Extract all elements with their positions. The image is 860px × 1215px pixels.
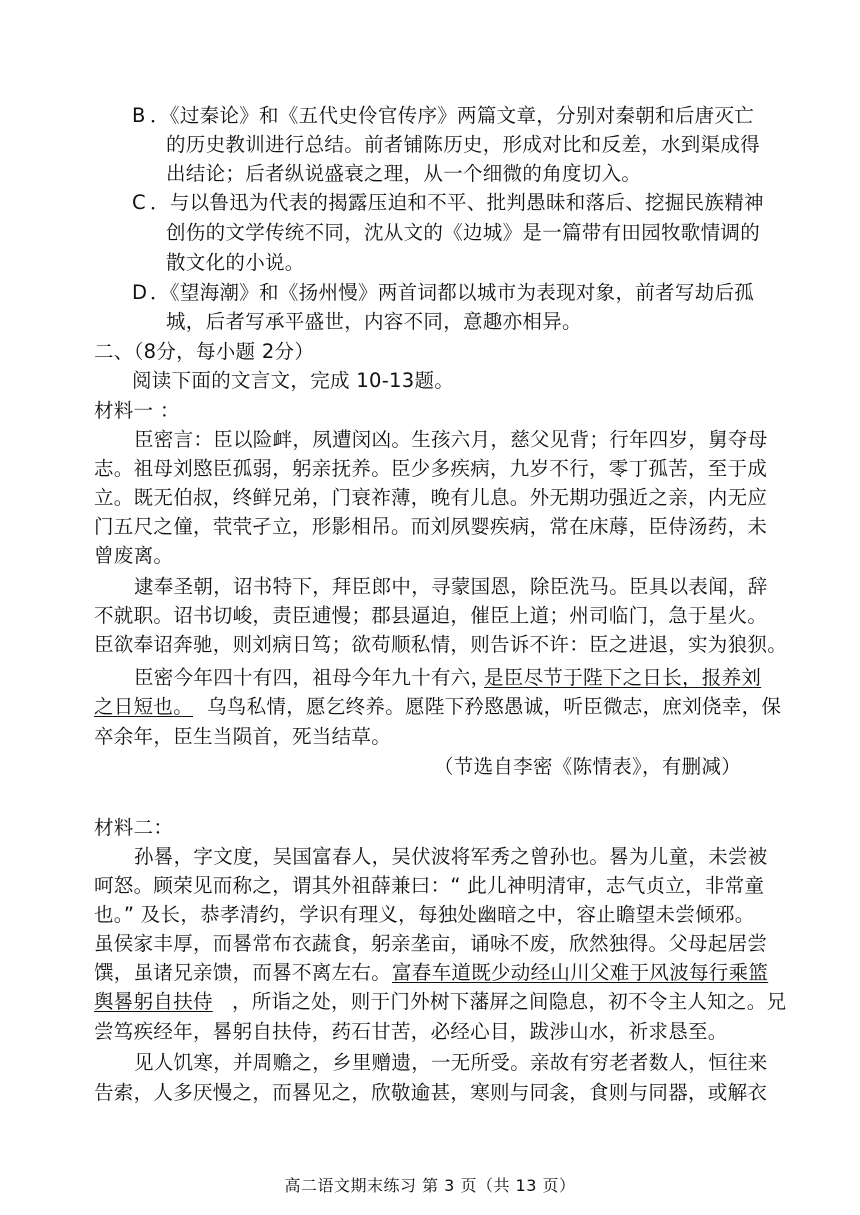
material1-line: 臣密言：臣以险衅，夙遭闵凶。生孩六月，慈父见背；行年四岁，舅夺母: [134, 428, 768, 451]
page-footer: 高二语文期末练习 第 3 页（共 13 页）: [284, 1176, 576, 1195]
material2-line: 告索，人多厌慢之，而晷见之，欣敬逾甚，寒则与同衾，食则与同器，或解衣: [94, 1081, 768, 1104]
section-heading: 二、（8分，每小题 2分）: [94, 340, 315, 363]
material1-label: 材料一 ：: [94, 399, 180, 422]
section-instruction: 阅读下面的文言文，完成 10-13题。: [132, 369, 455, 392]
material1-line: 不就职。诏书切峻，责臣逋慢；郡县逼迫，催臣上道；州司临门，急于星火。: [94, 604, 768, 627]
material1-source: （节选自李密《陈情表》，有删减）: [434, 755, 742, 778]
option-c-line: 散文化的小说。: [166, 251, 305, 274]
material1-underlined-sentence: 之日短也。: [94, 695, 194, 718]
material1-line: 曾废离。: [94, 544, 174, 567]
material1-line: 乌鸟私情，愿乞终养。愿陛下矜愍愚诚，听臣微志，庶刘侥幸，保: [207, 695, 782, 718]
material2-underlined-sentence: 富春车道既少动经山川父难于风波每行乘篮: [392, 961, 769, 984]
material2-line: 孙晷，字文度，吴国富春人，吴伏波将军秀之曾孙也。晷为儿童，未尝被: [134, 845, 768, 868]
material1-line: 立。既无伯叔，终鲜兄弟，门衰祚薄，晚有儿息。外无期功强近之亲，内无应: [94, 486, 768, 509]
option-b-line: ．《过秦论》和《五代史伶官传序》两篇文章，分别对秦朝和后唐灭亡: [150, 104, 755, 127]
option-b-letter: B: [132, 104, 146, 127]
material1-line: 卒余年，臣生当陨首，死当结草。: [94, 725, 392, 748]
material2-line: 馔，虽诸兄亲馈，而晷不离左右。: [94, 961, 392, 984]
material2-line: 呵怒。顾荣见而称之，谓其外祖薛兼曰：“ 此儿神明清审，志气贞立，非常童: [94, 874, 765, 897]
material2-line: 虽侯家丰厚，而晷常布衣蔬食，躬亲垄亩，诵咏不废，欣然独得。父母起居尝: [94, 932, 768, 955]
material2-label: 材料二：: [94, 816, 174, 839]
material2-line: ，所诣之处，则于门外树下藩屏之间隐息，初不令主人知之。兄: [232, 990, 787, 1013]
material1-line: 臣欲奉诏奔驰，则刘病日笃；欲苟顺私情，则告诉不许：臣之进退，实为狼狈。: [94, 633, 788, 656]
material2-line: 见人饥寒，并周赡之，乡里赠遗，一无所受。亲故有穷老者数人，恒往来: [134, 1051, 768, 1074]
option-b-line: 出结论；后者纵说盛衰之理，从一个细微的角度切入。: [166, 162, 642, 185]
material1-underlined-sentence: 是臣尽节于陛下之日长，报养刘: [484, 666, 762, 689]
option-c-letter: C: [132, 191, 146, 214]
material2-underlined-sentence: 舆晷躬自扶侍: [94, 990, 213, 1013]
material1-line: 门五尺之僮，茕茕孑立，形影相吊。而刘夙婴疾病，常在床蓐，臣侍汤药，未: [94, 515, 768, 538]
material2-line: 尝笃疾经年，晷躬自扶侍，药石甘苦，必经心目，跋涉山水，祈求恳至。: [94, 1020, 728, 1043]
material1-line: 逮奉圣朝，诏书特下，拜臣郎中，寻蒙国恩，除臣洗马。臣具以表闻，辞: [134, 575, 768, 598]
option-d-line: 城，后者写承平盛世，内容不同，意趣亦相异。: [166, 310, 582, 333]
option-c-line: ．与以鲁迅为代表的揭露压迫和不平、批判愚昧和落后、挖掘民族精神: [150, 191, 764, 214]
option-d-line: ．《望海潮》和《扬州慢》两首词都以城市为表现对象，前者写劫后孤: [150, 281, 755, 304]
option-d-letter: D: [132, 281, 148, 304]
material1-line: 志。祖母刘愍臣孤弱，躬亲抚养。臣少多疾病，九岁不行，零丁孤苦，至于成: [94, 457, 768, 480]
material1-line: 臣密今年四十有四，祖母今年九十有六，: [134, 666, 491, 689]
material2-line: 也。” 及长，恭孝清约，学识有理义，每独处幽暗之中，容止瞻望未尝倾邪。: [94, 903, 755, 926]
option-b-line: 的历史教训进行总结。前者铺陈历史，形成对比和反差，水到渠成得: [166, 133, 761, 156]
option-c-line: 创伤的文学传统不同，沈从文的《边城》是一篇带有田园牧歌情调的: [166, 221, 761, 244]
